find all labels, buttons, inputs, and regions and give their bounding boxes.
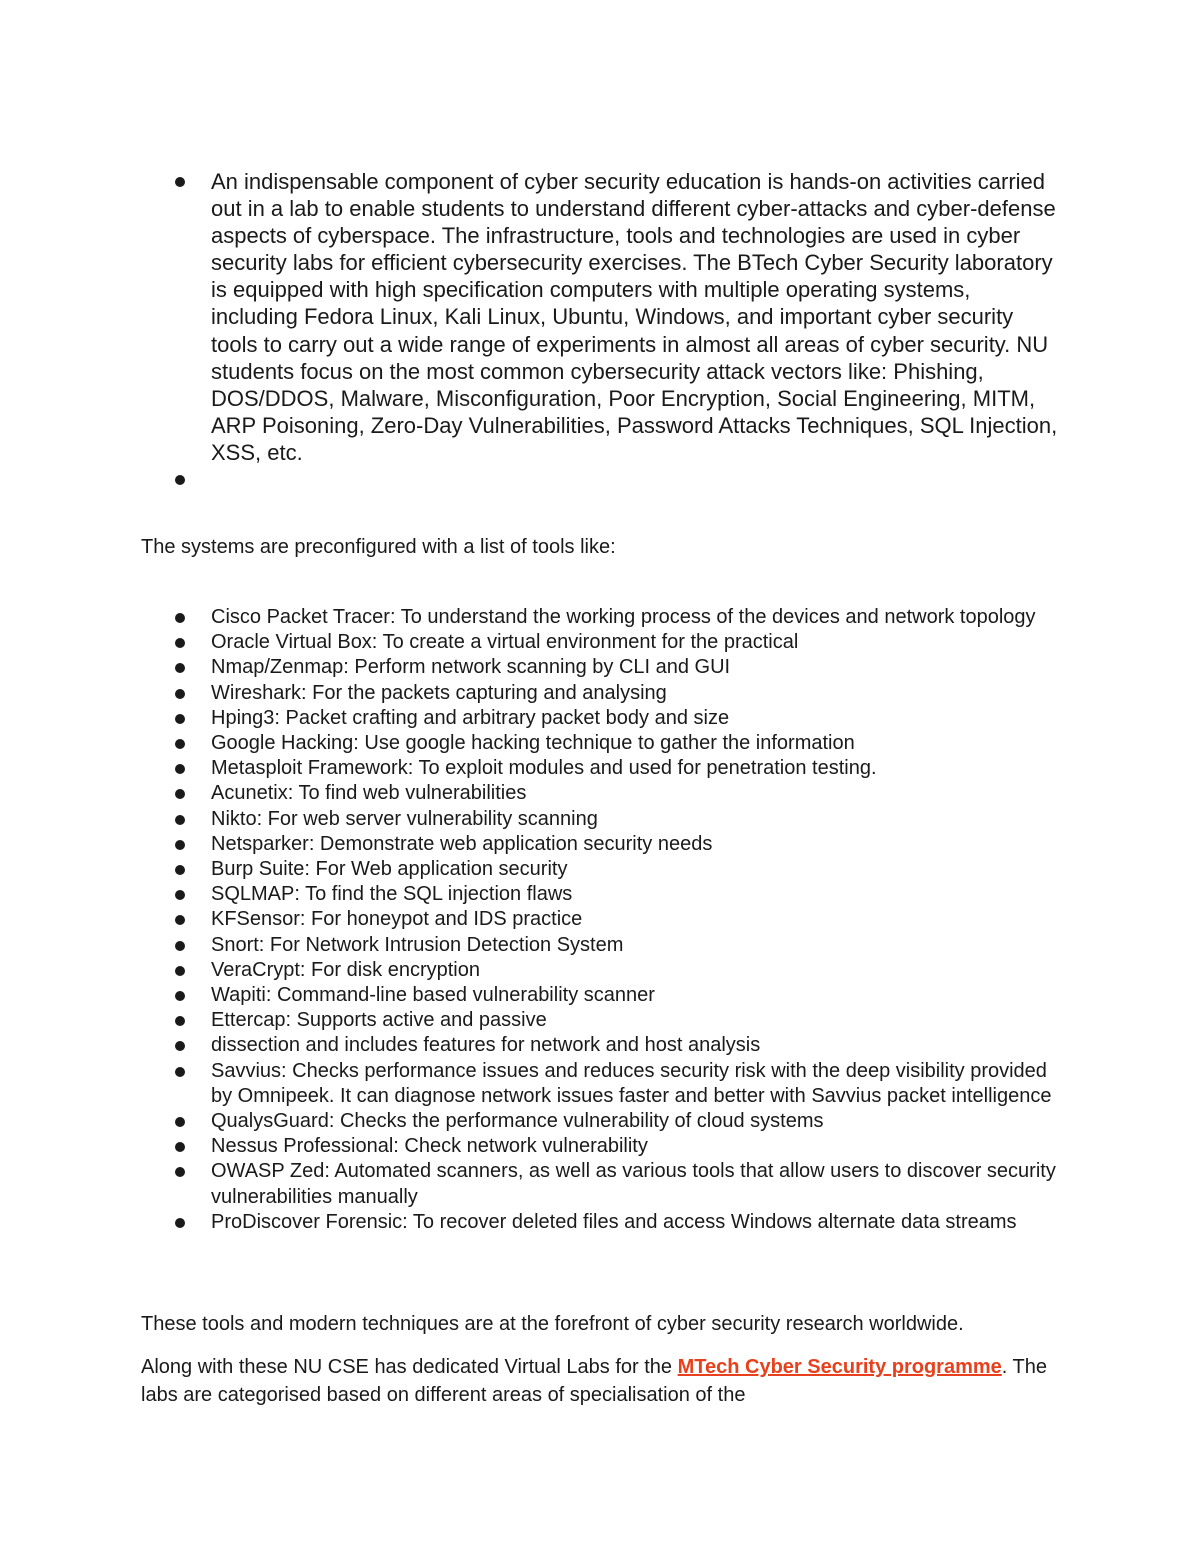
bullet-dot-icon bbox=[175, 638, 185, 648]
tool-item bbox=[141, 1210, 1061, 1235]
bullet-dot-icon bbox=[175, 789, 185, 799]
tool-text: Nikto: For web server vulnerability scanning bbox=[211, 807, 598, 830]
tool-item bbox=[141, 1134, 1061, 1159]
virtual-labs-text-before: Along with these NU CSE has dedicated Virtual Labs for the bbox=[141, 1356, 678, 1378]
intro-bullet-list bbox=[141, 168, 1061, 493]
bullet-dot-icon bbox=[175, 1142, 185, 1152]
tool-item bbox=[141, 907, 1061, 932]
mtech-cyber-security-link[interactable]: MTech Cyber Security programme bbox=[677, 1356, 1002, 1378]
tool-text: Wireshark: For the packets capturing and analysing bbox=[211, 681, 667, 704]
tool-item bbox=[141, 605, 1061, 630]
bullet-dot-icon bbox=[175, 613, 185, 623]
tool-item bbox=[141, 681, 1061, 706]
tool-item bbox=[141, 1109, 1061, 1134]
tool-text: Wapiti: Command-line based vulnerability scanner bbox=[211, 984, 655, 1007]
bullet-dot-icon bbox=[175, 689, 185, 699]
tool-text: VeraCrypt: For disk encryption bbox=[211, 958, 480, 981]
tool-item bbox=[141, 983, 1061, 1008]
tool-item bbox=[141, 832, 1061, 857]
tool-item bbox=[141, 1059, 1061, 1109]
tool-item bbox=[141, 731, 1061, 756]
bullet-dot-icon bbox=[175, 739, 185, 749]
tool-item bbox=[141, 781, 1061, 806]
bullet-dot-icon bbox=[175, 1117, 185, 1127]
tool-text: Acunetix: To find web vulnerabilities bbox=[211, 782, 527, 805]
tool-item bbox=[141, 1008, 1061, 1033]
virtual-labs-text-after: . The labs are categorised based on different areas of specialisation of the bbox=[141, 1356, 1047, 1406]
bullet-dot-icon bbox=[175, 890, 185, 900]
bullet-dot-icon bbox=[175, 1218, 185, 1228]
tool-item bbox=[141, 1159, 1061, 1209]
tool-item bbox=[141, 882, 1061, 907]
tool-text: Google Hacking: Use google hacking technique to gather the information bbox=[211, 732, 855, 755]
tool-text: Oracle Virtual Box: To create a virtual environment for the practical bbox=[211, 631, 799, 654]
bullet-dot-icon bbox=[175, 764, 185, 774]
tool-text: KFSensor: For honeypot and IDS practice bbox=[211, 908, 583, 931]
bullet-dot-icon bbox=[175, 1067, 185, 1077]
tool-text: Metasploit Framework: To exploit modules and used for penetration testing. bbox=[211, 757, 877, 780]
tool-item bbox=[141, 630, 1061, 655]
tool-item bbox=[141, 958, 1061, 983]
tool-item bbox=[141, 706, 1061, 731]
tool-text: Ettercap: Supports active and passive bbox=[211, 1009, 547, 1032]
tool-text: Nmap/Zenmap: Perform network scanning by CLI and GUI bbox=[211, 656, 731, 679]
tool-text: dissection and includes features for network and host analysis bbox=[211, 1034, 761, 1057]
tool-text: QualysGuard: Checks the performance vulnerability of cloud systems bbox=[211, 1110, 824, 1133]
intro-paragraph: An indispensable component of cyber security education is hands-on activities carried out in a lab to enable students to understand different cyber-attacks and cyber-defense aspects of cyberspace. The infrastructure, tools and technologies are used in cyber security labs for efficient cybersecurity exercises. The BTech Cyber Security laboratory is equipped with high specification computers with multiple operating systems, including Fedora Linux, Kali Linux, Ubuntu, Windows, and important cyber security tools to carry out a wide range of experiments in almost all areas of cyber security. NU students focus on the most common cybersecurity attack vectors like: Phishing, DOS/DDOS, Malware, Misconfiguration, Poor Encryption, Social Engineering, MITM, ARP Poisoning, Zero-Day Vulnerabilities, Password Attacks Techniques, SQL Injection, XSS, etc. bbox=[211, 169, 1058, 465]
bullet-dot-icon bbox=[175, 840, 185, 850]
systems-intro-text: The systems are preconfigured with a list of tools like: bbox=[141, 536, 616, 558]
tool-text: Netsparker: Demonstrate web application security needs bbox=[211, 832, 713, 855]
closing-text: These tools and modern techniques are at the forefront of cyber security research worldwide. bbox=[141, 1313, 964, 1335]
bullet-dot-icon bbox=[175, 941, 185, 951]
tool-text: ProDiscover Forensic: To recover deleted files and access Windows alternate data streams bbox=[211, 1210, 1017, 1233]
bullet-dot-icon bbox=[175, 663, 185, 673]
bullet-dot-icon bbox=[175, 1041, 185, 1051]
bullet-dot-icon bbox=[175, 966, 185, 976]
bullet-dot-icon bbox=[175, 915, 185, 925]
intro-list-item-empty bbox=[141, 466, 1061, 493]
bullet-dot-icon bbox=[175, 865, 185, 875]
tool-text: Burp Suite: For Web application security bbox=[211, 858, 568, 881]
tool-item bbox=[141, 655, 1061, 680]
tool-item bbox=[141, 756, 1061, 781]
bullet-dot-icon bbox=[175, 991, 185, 1001]
intro-list-item bbox=[141, 168, 1061, 466]
tools-bullet-list bbox=[141, 605, 1061, 1235]
tool-text: OWASP Zed: Automated scanners, as well as various tools that allow users to discover security vulnerabilities manually bbox=[211, 1160, 1056, 1208]
tool-item bbox=[141, 1033, 1061, 1058]
tool-text: Savvius: Checks performance issues and reduces security risk with the deep visibility provided by Omnipeek. It can diagnose network issues faster and better with Savvius packet intelligence bbox=[211, 1059, 1052, 1107]
tool-text: Cisco Packet Tracer: To understand the working process of the devices and network topology bbox=[211, 606, 1036, 628]
tool-item bbox=[141, 857, 1061, 882]
tool-text: Hping3: Packet crafting and arbitrary packet body and size bbox=[211, 706, 730, 729]
bullet-dot-icon bbox=[175, 714, 185, 724]
bullet-dot-icon bbox=[175, 1016, 185, 1026]
tool-item bbox=[141, 807, 1061, 832]
tool-item bbox=[141, 933, 1061, 958]
tool-text: Snort: For Network Intrusion Detection System bbox=[211, 933, 624, 956]
bullet-dot-icon bbox=[175, 1167, 185, 1177]
virtual-labs-paragraph bbox=[141, 1353, 1061, 1409]
tool-text: SQLMAP: To find the SQL injection flaws bbox=[211, 883, 573, 906]
bullet-dot-icon bbox=[175, 177, 185, 187]
bullet-dot-icon bbox=[175, 475, 185, 485]
tool-text: Nessus Professional: Check network vulnerability bbox=[211, 1135, 648, 1158]
bullet-dot-icon bbox=[175, 815, 185, 825]
